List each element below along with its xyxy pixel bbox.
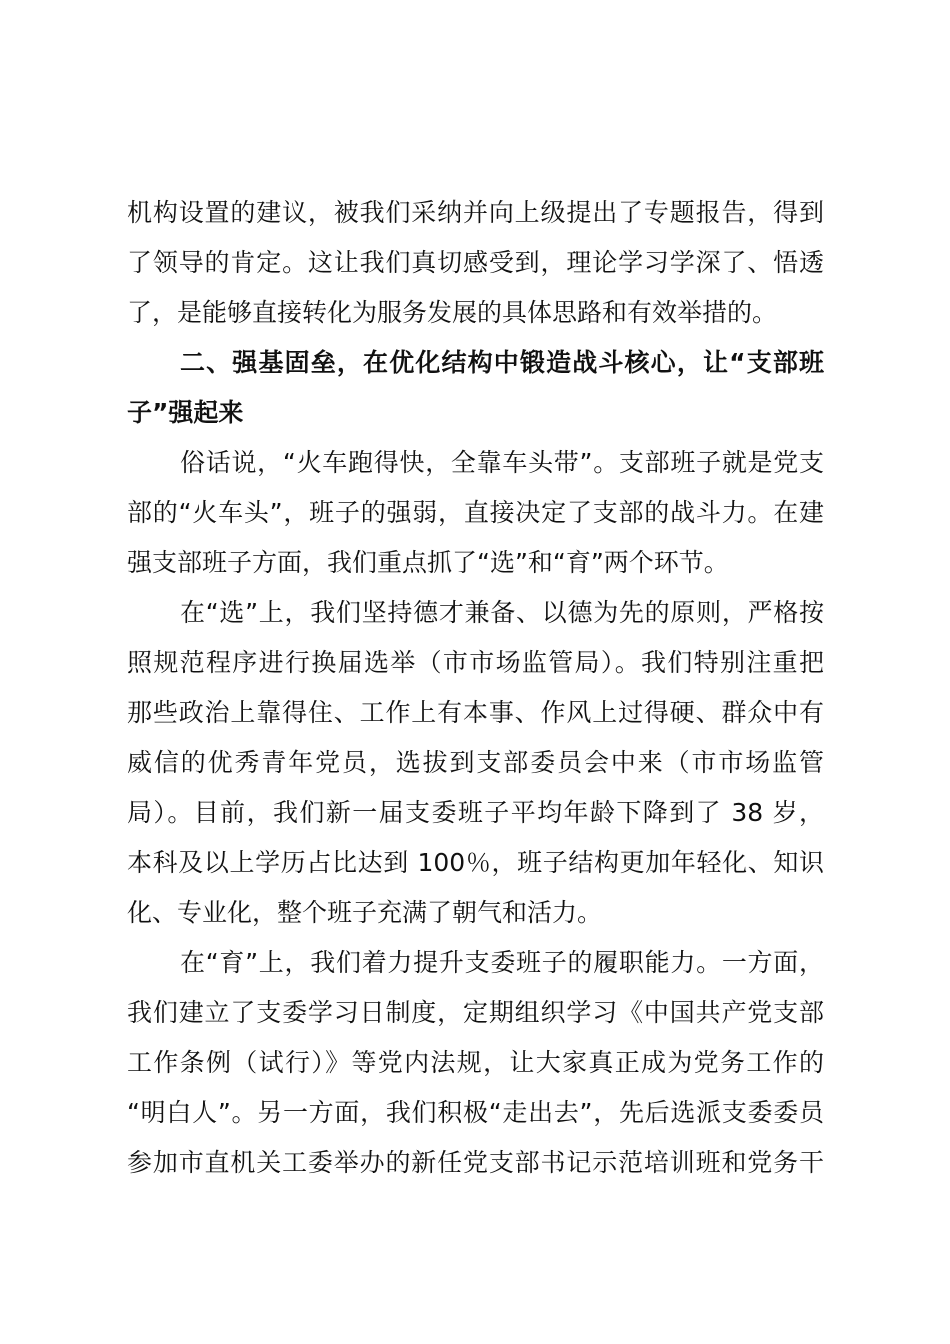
paragraph-line: 我们建立了支委学习日制度，定期组织学习《中国共产党支部 <box>127 998 824 1027</box>
paragraph-line: 部的“火车头”，班子的强弱，直接决定了支部的战斗力。在建 <box>127 498 824 527</box>
paragraph-line: 了领导的肯定。这让我们真切感受到，理论学习学深了、悟透 <box>127 248 824 277</box>
section-heading: 子”强起来 <box>127 398 244 427</box>
paragraph-line: 强支部班子方面，我们重点抓了“选”和“育”两个环节。 <box>127 548 729 577</box>
paragraph-line: “明白人”。另一方面，我们积极“走出去”，先后选派支委委员 <box>127 1098 824 1127</box>
paragraph-line: 机构设置的建议，被我们采纳并向上级提出了专题报告，得到 <box>127 198 824 227</box>
paragraph-line: 在“育”上，我们着力提升支委班子的履职能力。一方面， <box>180 948 824 977</box>
paragraph-line: 化、专业化，整个班子充满了朝气和活力。 <box>127 898 603 927</box>
paragraph-line: 俗话说，“火车跑得快，全靠车头带”。支部班子就是党支 <box>180 448 824 477</box>
paragraph-line: 在“选”上，我们坚持德才兼备、以德为先的原则，严格按 <box>180 598 824 627</box>
paragraph-line: 照规范程序进行换届选举（市市场监管局）。我们特别注重把 <box>127 648 824 677</box>
section-heading: 二、强基固垒，在优化结构中锻造战斗核心，让“支部班 <box>180 348 824 377</box>
paragraph-line: 威信的优秀青年党员，选拔到支部委员会中来（市市场监管 <box>127 748 824 777</box>
paragraph-line: 本科及以上学历占比达到 100％，班子结构更加年轻化、知识 <box>127 848 824 877</box>
paragraph-line: 局）。目前，我们新一届支委班子平均年龄下降到了 38 岁， <box>127 798 824 827</box>
paragraph-line: 了，是能够直接转化为服务发展的具体思路和有效举措的。 <box>127 298 778 327</box>
paragraph-line: 工作条例（试行）》等党内法规，让大家真正成为党务工作的 <box>127 1048 824 1077</box>
paragraph-line: 那些政治上靠得住、工作上有本事、作风上过得硬、群众中有 <box>127 698 824 727</box>
paragraph-line: 参加市直机关工委举办的新任党支部书记示范培训班和党务干 <box>127 1148 824 1177</box>
